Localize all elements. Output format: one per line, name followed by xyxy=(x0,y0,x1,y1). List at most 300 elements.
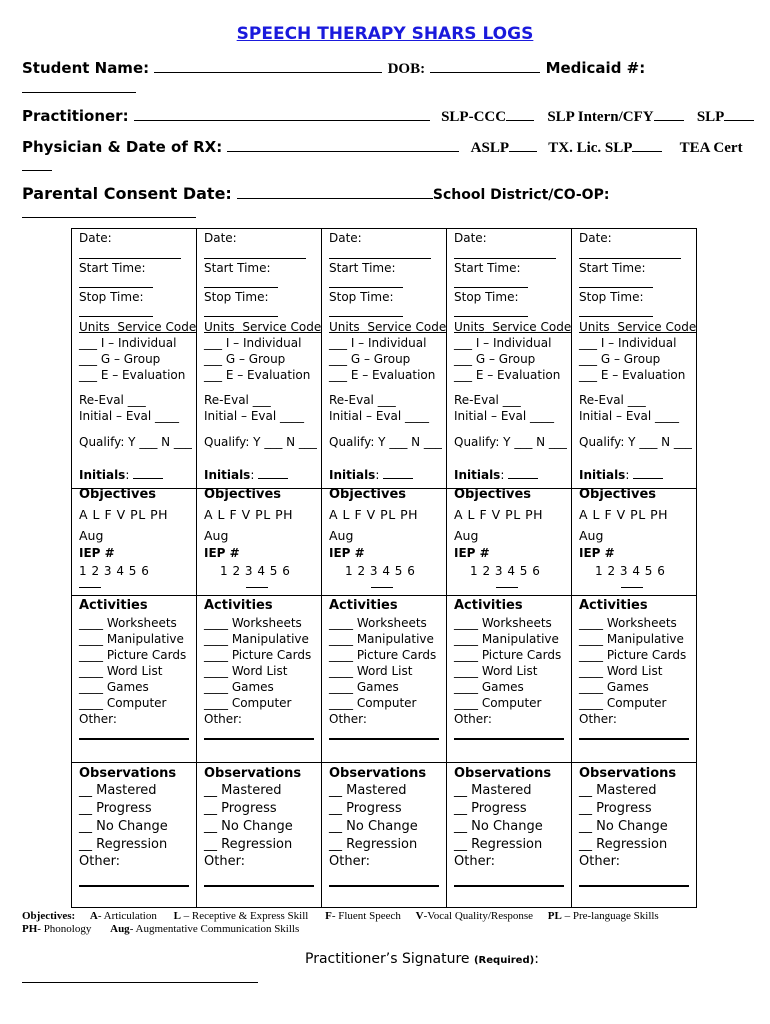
activity-label: Computer xyxy=(231,696,292,710)
start-time-field[interactable] xyxy=(329,287,403,288)
observations-other-label: Other: xyxy=(79,854,121,869)
activity-label: Picture Cards xyxy=(481,648,562,662)
start-time-field[interactable] xyxy=(579,287,653,288)
observations-other-field[interactable] xyxy=(579,885,689,887)
objective-codes[interactable]: A L F V PL PH xyxy=(579,507,669,522)
observations-heading: Observations xyxy=(579,766,677,781)
observation-option[interactable]: __ Regression xyxy=(79,837,168,852)
activity-option[interactable]: ____ Picture Cards xyxy=(329,648,437,662)
activity-label: Picture Cards xyxy=(231,648,312,662)
parental-consent-label: Parental Consent Date: xyxy=(22,184,232,203)
evaluation-option[interactable]: ___ E – Evaluation xyxy=(579,368,686,382)
activity-label: Worksheets xyxy=(356,616,427,630)
observation-label: No Change xyxy=(221,819,293,834)
re-eval-field[interactable]: Re-Eval ___ xyxy=(329,393,396,407)
iep-field[interactable] xyxy=(371,587,393,588)
parental-consent-row xyxy=(22,184,609,203)
activities-other-label: Other: xyxy=(204,712,242,726)
activities-heading: Activities xyxy=(204,598,273,613)
date-label: Date: xyxy=(454,231,487,245)
units-row xyxy=(454,320,571,334)
activities-heading: Activities xyxy=(329,598,398,613)
activity-label: Worksheets xyxy=(481,616,552,630)
initial-eval-field[interactable]: Initial – Eval ____ xyxy=(579,409,680,423)
objectives-heading: Objectives xyxy=(204,487,282,502)
tea-cert-field[interactable] xyxy=(22,158,52,171)
initial-eval-field[interactable]: Initial – Eval ____ xyxy=(79,409,180,423)
initials-label: Initials xyxy=(329,468,376,482)
activity-option[interactable]: ____ Computer xyxy=(579,696,667,710)
student-name-row xyxy=(22,59,645,78)
activity-option[interactable]: ____ Worksheets xyxy=(579,616,677,630)
observation-option[interactable]: __ Progress xyxy=(579,801,652,816)
group-label: G – Group xyxy=(600,352,661,366)
evaluation-label: E – Evaluation xyxy=(100,368,186,382)
activities-other-field[interactable] xyxy=(579,738,689,740)
observations-other-label: Other: xyxy=(204,854,246,869)
iep-label: IEP # xyxy=(329,546,365,560)
individual-label: I – Individual xyxy=(225,336,302,350)
objectives-heading: Objectives xyxy=(79,487,157,502)
initials-field[interactable] xyxy=(508,478,538,479)
observation-option[interactable]: __ No Change xyxy=(329,819,418,834)
service-code-label: Service Code xyxy=(492,320,572,334)
iep-label: IEP # xyxy=(204,546,240,560)
slp-intern-field[interactable] xyxy=(654,120,684,121)
initials-label: Initials xyxy=(204,468,251,482)
activities-other-field[interactable] xyxy=(454,738,564,740)
group-option[interactable]: ___ G – Group xyxy=(329,352,411,366)
qualify-field[interactable]: Qualify: Y ___ N ___ xyxy=(79,435,192,449)
activity-label: Word List xyxy=(481,664,538,678)
observation-option[interactable]: __ Progress xyxy=(329,801,402,816)
date-field[interactable] xyxy=(329,258,431,259)
activity-option[interactable]: ____ Worksheets xyxy=(79,616,177,630)
activity-option[interactable]: ____ Games xyxy=(579,680,649,694)
start-time-label: Start Time: xyxy=(454,261,521,275)
re-eval-field[interactable]: Re-Eval ___ xyxy=(204,393,271,407)
activity-option[interactable]: ____ Word List xyxy=(329,664,413,678)
activity-option[interactable]: ____ Word List xyxy=(204,664,288,678)
observation-label: No Change xyxy=(596,819,668,834)
activity-option[interactable]: ____ Games xyxy=(329,680,399,694)
group-option[interactable]: ___ G – Group xyxy=(579,352,661,366)
individual-option[interactable]: ___ I – Individual xyxy=(579,336,677,350)
aug-code[interactable]: Aug xyxy=(329,528,354,543)
activity-label: Manipulative xyxy=(106,632,184,646)
qualify-field[interactable]: Qualify: Y ___ N ___ xyxy=(204,435,317,449)
activities-other-label: Other: xyxy=(329,712,367,726)
observation-label: Mastered xyxy=(596,783,657,798)
initials-field[interactable] xyxy=(383,478,413,479)
activity-option[interactable]: ____ Computer xyxy=(79,696,167,710)
activity-label: Computer xyxy=(106,696,167,710)
legend-a-key: A xyxy=(89,910,98,922)
legend-ph-key: PH xyxy=(22,923,38,935)
individual-label: I – Individual xyxy=(100,336,177,350)
activities-heading: Activities xyxy=(579,598,648,613)
objectives-heading: Objectives xyxy=(329,487,407,502)
individual-label: I – Individual xyxy=(475,336,552,350)
slp-label: SLP xyxy=(696,109,725,125)
service-code-label: Service Code xyxy=(617,320,697,334)
individual-option[interactable]: ___ I – Individual xyxy=(329,336,427,350)
initial-eval-field[interactable]: Initial – Eval ____ xyxy=(329,409,430,423)
units-label: Units xyxy=(204,320,235,334)
activity-option[interactable]: ____ Games xyxy=(79,680,149,694)
observations-heading: Observations xyxy=(454,766,552,781)
parental-consent-field[interactable] xyxy=(237,198,433,199)
observations-other-label: Other: xyxy=(329,854,371,869)
legend-pl-text: – Pre-language Skills xyxy=(561,910,659,922)
observation-label: Progress xyxy=(221,801,277,816)
observation-label: Progress xyxy=(471,801,527,816)
initials-field[interactable] xyxy=(133,478,163,479)
initial-eval-field[interactable]: Initial – Eval ____ xyxy=(454,409,555,423)
initials-row: Initials: xyxy=(204,468,288,482)
initials-row: Initials: xyxy=(454,468,538,482)
activity-option[interactable]: ____ Worksheets xyxy=(204,616,302,630)
evaluation-label: E – Evaluation xyxy=(350,368,436,382)
stop-time-label: Stop Time: xyxy=(204,290,269,304)
observations-heading: Observations xyxy=(204,766,302,781)
student-name-label: Student Name xyxy=(22,59,144,77)
evaluation-option[interactable]: ___ E – Evaluation xyxy=(204,368,311,382)
activity-option[interactable]: ____ Manipulative xyxy=(79,632,184,646)
observation-label: Mastered xyxy=(346,783,407,798)
observation-label: No Change xyxy=(346,819,418,834)
stop-time-field[interactable] xyxy=(204,316,278,317)
group-option[interactable]: ___ G – Group xyxy=(454,352,536,366)
practitioner-row xyxy=(22,107,754,126)
activities-other-label: Other: xyxy=(454,712,492,726)
aug-code[interactable]: Aug xyxy=(454,528,479,543)
qualify-field[interactable]: Qualify: Y ___ N ___ xyxy=(329,435,442,449)
units-row xyxy=(579,320,696,334)
observation-option[interactable]: __ Regression xyxy=(204,837,293,852)
iep-field[interactable] xyxy=(496,587,518,588)
practitioner-field[interactable] xyxy=(134,120,430,121)
aslp-field[interactable] xyxy=(509,151,537,152)
activity-label: Word List xyxy=(231,664,288,678)
re-eval-field[interactable]: Re-Eval ___ xyxy=(79,393,146,407)
medicaid-label: Medicaid #: xyxy=(545,59,646,77)
observation-option[interactable]: __ Mastered xyxy=(329,783,407,798)
title-text: SPEECH THERAPY SHARS LOGS xyxy=(236,24,534,44)
stop-time-field[interactable] xyxy=(579,316,653,317)
activities-other-field[interactable] xyxy=(329,738,439,740)
observation-label: Progress xyxy=(96,801,152,816)
activity-option[interactable]: ____ Word List xyxy=(454,664,538,678)
legend-f-key: F xyxy=(325,910,332,922)
date-label: Date: xyxy=(579,231,612,245)
activity-label: Manipulative xyxy=(481,632,559,646)
observations-other-label: Other: xyxy=(454,854,496,869)
activity-label: Word List xyxy=(356,664,413,678)
start-time-label: Start Time: xyxy=(204,261,271,275)
evaluation-label: E – Evaluation xyxy=(225,368,311,382)
activities-other-field[interactable] xyxy=(204,738,314,740)
objective-codes[interactable]: A L F V PL PH xyxy=(454,507,544,522)
date-field[interactable] xyxy=(204,258,306,259)
date-field[interactable] xyxy=(79,258,181,259)
iep-label: IEP # xyxy=(579,546,615,560)
observations-other-field[interactable] xyxy=(204,885,314,887)
re-eval-field[interactable]: Re-Eval ___ xyxy=(579,393,646,407)
iep-numbers[interactable]: 1 2 3 4 5 6 xyxy=(79,564,150,578)
individual-option[interactable]: ___ I – Individual xyxy=(204,336,302,350)
legend-pl-key: PL xyxy=(547,910,562,922)
tx-lic-field[interactable] xyxy=(632,151,662,152)
legend-title: Objectives: xyxy=(22,910,76,922)
session-column xyxy=(572,228,695,908)
iep-numbers[interactable]: 1 2 3 4 5 6 xyxy=(345,564,416,578)
activity-option[interactable]: ____ Manipulative xyxy=(454,632,559,646)
observation-option[interactable]: __ Progress xyxy=(454,801,527,816)
activity-option[interactable]: ____ Word List xyxy=(579,664,663,678)
activity-label: Worksheets xyxy=(606,616,677,630)
observation-option[interactable]: __ No Change xyxy=(454,819,543,834)
units-label: Units xyxy=(329,320,360,334)
physician-field[interactable] xyxy=(227,151,459,152)
group-label: G – Group xyxy=(475,352,536,366)
aslp-label: ASLP xyxy=(470,140,509,156)
observations-heading: Observations xyxy=(329,766,427,781)
iep-field[interactable] xyxy=(79,587,101,588)
activity-option[interactable]: ____ Games xyxy=(204,680,274,694)
initials-row: Initials: xyxy=(579,468,663,482)
observations-other-field[interactable] xyxy=(454,885,564,887)
physician-label: Physician & Date of RX xyxy=(22,138,217,156)
initials-field[interactable] xyxy=(633,478,663,479)
group-label: G – Group xyxy=(225,352,286,366)
observation-option[interactable]: __ No Change xyxy=(79,819,168,834)
stop-time-field[interactable] xyxy=(454,316,528,317)
iep-numbers[interactable]: 1 2 3 4 5 6 xyxy=(220,564,291,578)
evaluation-option[interactable]: ___ E – Evaluation xyxy=(329,368,436,382)
individual-option[interactable]: ___ I – Individual xyxy=(454,336,552,350)
group-option[interactable]: ___ G – Group xyxy=(204,352,286,366)
activities-other-label: Other: xyxy=(79,712,117,726)
observation-option[interactable]: __ Progress xyxy=(79,801,152,816)
date-field[interactable] xyxy=(454,258,556,259)
observation-label: Regression xyxy=(96,837,168,852)
date-field[interactable] xyxy=(579,258,681,259)
iep-label: IEP # xyxy=(79,546,115,560)
stop-time-label: Stop Time: xyxy=(79,290,144,304)
activity-label: Games xyxy=(106,680,149,694)
units-row xyxy=(79,320,196,334)
legend-ph-text: - Phonology xyxy=(37,923,92,935)
date-label: Date: xyxy=(329,231,362,245)
stop-time-field[interactable] xyxy=(329,316,403,317)
observation-label: No Change xyxy=(471,819,543,834)
activity-option[interactable]: ____ Computer xyxy=(454,696,542,710)
school-district-label: School District/CO-OP: xyxy=(432,187,610,203)
observation-option[interactable]: __ Mastered xyxy=(79,783,157,798)
activity-option[interactable]: ____ Computer xyxy=(204,696,292,710)
observation-option[interactable]: __ No Change xyxy=(204,819,293,834)
observation-label: Regression xyxy=(221,837,293,852)
start-time-field[interactable] xyxy=(454,287,528,288)
observations-other-label: Other: xyxy=(579,854,621,869)
activity-label: Games xyxy=(231,680,274,694)
activity-label: Manipulative xyxy=(606,632,684,646)
student-name-field[interactable] xyxy=(154,72,382,73)
observation-label: Mastered xyxy=(221,783,282,798)
initials-row: Initials: xyxy=(329,468,413,482)
evaluation-option[interactable]: ___ E – Evaluation xyxy=(454,368,561,382)
legend-l-key: L xyxy=(173,910,181,922)
iep-field[interactable] xyxy=(621,587,643,588)
observation-option[interactable]: __ Mastered xyxy=(204,783,282,798)
activities-heading: Activities xyxy=(79,598,148,613)
group-label: G – Group xyxy=(100,352,161,366)
activity-option[interactable]: ____ Manipulative xyxy=(329,632,434,646)
observation-option[interactable]: __ Progress xyxy=(204,801,277,816)
initials-field[interactable] xyxy=(258,478,288,479)
individual-option[interactable]: ___ I – Individual xyxy=(79,336,177,350)
physician-row xyxy=(22,138,743,157)
activity-option[interactable]: ____ Picture Cards xyxy=(79,648,187,662)
activity-label: Word List xyxy=(106,664,163,678)
evaluation-label: E – Evaluation xyxy=(600,368,686,382)
observation-label: Mastered xyxy=(96,783,157,798)
slp-field[interactable] xyxy=(724,120,754,121)
legend-f-text: - Fluent Speech xyxy=(331,910,401,922)
activities-other-label: Other: xyxy=(579,712,617,726)
page-title xyxy=(0,24,770,44)
observation-label: Progress xyxy=(346,801,402,816)
activity-option[interactable]: ____ Games xyxy=(454,680,524,694)
stop-time-field[interactable] xyxy=(79,316,153,317)
evaluation-option[interactable]: ___ E – Evaluation xyxy=(79,368,186,382)
activities-other-field[interactable] xyxy=(79,738,189,740)
date-label: Date: xyxy=(79,231,112,245)
iep-field[interactable] xyxy=(246,587,268,588)
activity-option[interactable]: ____ Worksheets xyxy=(329,616,427,630)
objective-codes[interactable]: A L F V PL PH xyxy=(204,507,294,522)
observation-option[interactable]: __ Mastered xyxy=(579,783,657,798)
observation-option[interactable]: __ Regression xyxy=(579,837,668,852)
activity-label: Picture Cards xyxy=(106,648,187,662)
objective-codes[interactable]: A L F V PL PH xyxy=(79,507,169,522)
activity-option[interactable]: ____ Manipulative xyxy=(204,632,309,646)
observation-label: Regression xyxy=(346,837,418,852)
activity-label: Manipulative xyxy=(231,632,309,646)
individual-label: I – Individual xyxy=(600,336,677,350)
aug-code[interactable]: Aug xyxy=(204,528,229,543)
start-time-label: Start Time: xyxy=(579,261,646,275)
activity-option[interactable]: ____ Worksheets xyxy=(454,616,552,630)
activity-option[interactable]: ____ Manipulative xyxy=(579,632,684,646)
activity-label: Picture Cards xyxy=(606,648,687,662)
activity-label: Games xyxy=(606,680,649,694)
qualify-field[interactable]: Qualify: Y ___ N ___ xyxy=(454,435,567,449)
initials-label: Initials xyxy=(79,468,126,482)
start-time-field[interactable] xyxy=(204,287,278,288)
signature-label-row xyxy=(305,951,539,967)
activity-option[interactable]: ____ Word List xyxy=(79,664,163,678)
column-divider xyxy=(446,228,447,908)
signature-label: Practitioner’s Signature xyxy=(305,951,470,967)
qualify-field[interactable]: Qualify: Y ___ N ___ xyxy=(579,435,692,449)
aug-code[interactable]: Aug xyxy=(79,528,104,543)
activity-label: Worksheets xyxy=(231,616,302,630)
observation-label: Mastered xyxy=(471,783,532,798)
slp-intern-label: SLP Intern/CFY xyxy=(547,109,654,125)
objectives-heading: Objectives xyxy=(454,487,532,502)
observation-label: No Change xyxy=(96,819,168,834)
service-code-label: Service Code xyxy=(367,320,447,334)
medicaid-field[interactable] xyxy=(22,78,136,93)
activity-option[interactable]: ____ Picture Cards xyxy=(204,648,312,662)
observation-option[interactable]: __ Mastered xyxy=(454,783,532,798)
activity-option[interactable]: ____ Computer xyxy=(329,696,417,710)
activity-label: Picture Cards xyxy=(356,648,437,662)
activity-option[interactable]: ____ Picture Cards xyxy=(454,648,562,662)
observations-other-field[interactable] xyxy=(329,885,439,887)
observation-option[interactable]: __ No Change xyxy=(579,819,668,834)
service-code-label: Service Code xyxy=(242,320,322,334)
session-column xyxy=(447,228,570,908)
activity-option[interactable]: ____ Picture Cards xyxy=(579,648,687,662)
stop-time-label: Stop Time: xyxy=(329,290,394,304)
observations-other-field[interactable] xyxy=(79,885,189,887)
required-note: (Required) xyxy=(473,955,535,966)
re-eval-field[interactable]: Re-Eval ___ xyxy=(454,393,521,407)
aug-code[interactable]: Aug xyxy=(579,528,604,543)
group-option[interactable]: ___ G – Group xyxy=(79,352,161,366)
school-district-field[interactable] xyxy=(22,205,196,218)
column-divider xyxy=(196,228,197,908)
activity-label: Computer xyxy=(606,696,667,710)
legend-a-text: - Articulation xyxy=(97,910,157,922)
objective-codes[interactable]: A L F V PL PH xyxy=(329,507,419,522)
activity-label: Games xyxy=(356,680,399,694)
units-label: Units xyxy=(454,320,485,334)
legend-v-text: -Vocal Quality/Response xyxy=(423,910,534,922)
colon: : xyxy=(143,59,155,77)
initial-eval-field[interactable]: Initial – Eval ____ xyxy=(204,409,305,423)
start-time-label: Start Time: xyxy=(329,261,396,275)
practitioner-label: Practitioner: xyxy=(22,107,129,125)
signature-colon: : xyxy=(534,951,539,967)
individual-label: I – Individual xyxy=(350,336,427,350)
service-code-label: Service Code xyxy=(117,320,197,334)
iep-numbers[interactable]: 1 2 3 4 5 6 xyxy=(595,564,666,578)
observation-label: Regression xyxy=(596,837,668,852)
start-time-label: Start Time: xyxy=(79,261,146,275)
signature-field[interactable] xyxy=(22,968,258,983)
observation-option[interactable]: __ Regression xyxy=(329,837,418,852)
tea-cert-label: TEA Cert xyxy=(679,140,743,156)
iep-numbers[interactable]: 1 2 3 4 5 6 xyxy=(470,564,541,578)
objectives-heading: Objectives xyxy=(579,487,657,502)
dob-label: DOB: xyxy=(387,61,426,77)
slp-ccc-field[interactable] xyxy=(506,120,534,121)
start-time-field[interactable] xyxy=(79,287,153,288)
activity-label: Worksheets xyxy=(106,616,177,630)
tx-lic-label: TX. Lic. SLP xyxy=(548,140,633,156)
stop-time-label: Stop Time: xyxy=(579,290,644,304)
observation-option[interactable]: __ Regression xyxy=(454,837,543,852)
activity-label: Games xyxy=(481,680,524,694)
legend-v-key: V xyxy=(415,910,424,922)
dob-field[interactable] xyxy=(430,72,540,73)
column-divider xyxy=(571,228,572,908)
initials-row: Initials: xyxy=(79,468,163,482)
